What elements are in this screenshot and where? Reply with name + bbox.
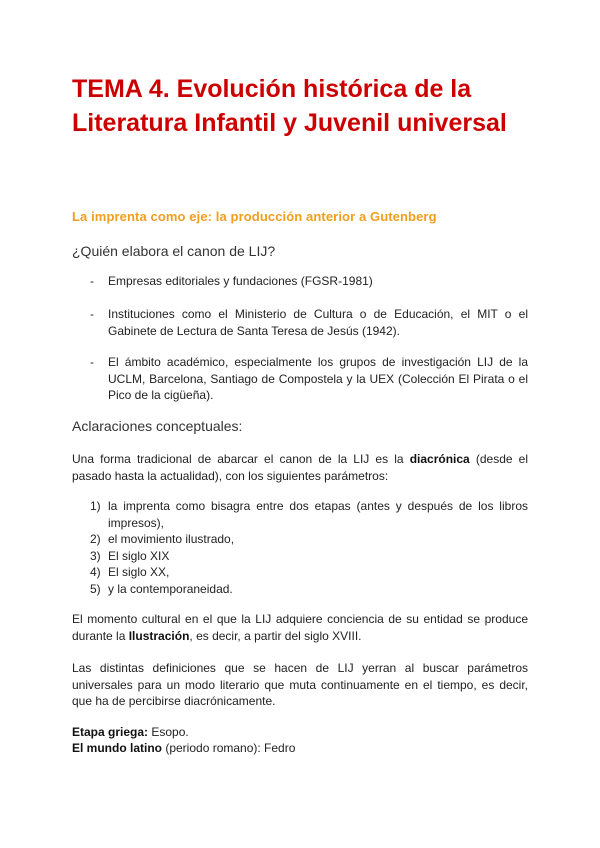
paragraph-definiciones: Las distintas definiciones que se hacen de LIJ yerran al buscar parámetros universales para un modo literario que muta continuamente en el tiempo, es decir, que ha de percibirse diacrónicamente. xyxy=(72,661,528,708)
list-item xyxy=(72,548,528,565)
etapa-griega-line xyxy=(72,724,189,740)
era-label: Etapa griega: xyxy=(72,725,149,739)
list-item-text: El siglo XX, xyxy=(108,565,170,579)
list-dash: - xyxy=(90,274,94,288)
era-value: Esopo. xyxy=(148,725,189,739)
question-text: ¿Quién elabora el canon de LIJ? xyxy=(72,243,276,259)
list-number: 1) xyxy=(90,499,101,513)
list-item xyxy=(72,498,528,531)
list-item xyxy=(72,581,528,598)
list-item-text: el movimiento ilustrado, xyxy=(108,532,235,546)
list-item-text: y la contemporaneidad. xyxy=(108,581,233,596)
list-number: 3) xyxy=(90,548,101,563)
aclaraciones-heading: Aclaraciones conceptuales: xyxy=(72,418,243,434)
list-item xyxy=(72,306,528,339)
mundo-latino-line xyxy=(72,740,295,756)
parameters-list xyxy=(72,498,528,597)
list-item-text: El ámbito académico, especialmente los grupos de investigación LIJ de la UCLM, Barcelona, Santiago de Compostela y la UEX (Colección El Pirata o el Pico de la cigüeña). xyxy=(108,355,528,402)
list-number: 4) xyxy=(90,565,101,579)
list-item xyxy=(72,354,528,404)
list-item-text: la imprenta como bisagra entre dos etapas (antes y después de los libros impresos), xyxy=(108,499,528,530)
list-item-text: El siglo XIX xyxy=(108,548,170,563)
paragraph-text: Una forma tradicional de abarcar el canon de la LIJ es la xyxy=(72,452,410,466)
paragraph-text: (desde el pasado hasta la actualidad), con los siguientes parámetros: xyxy=(72,452,529,483)
list-number: 2) xyxy=(90,532,101,546)
section-subtitle: La imprenta como eje: la producción anterior a Gutenberg xyxy=(72,209,437,224)
era-value: (periodo romano): Fedro xyxy=(162,741,296,755)
list-item-text: Empresas editoriales y fundaciones (FGSR-1981) xyxy=(108,274,373,288)
paragraph-text: , es decir, a partir del siglo XVIII. xyxy=(189,628,362,643)
list-dash: - xyxy=(90,355,94,369)
list-item xyxy=(72,531,528,548)
list-item-text: Instituciones como el Ministerio de Cultura o de Educación, el MIT o el Gabinete de Lectura de Santa Teresa de Jesús (1942). xyxy=(108,307,528,338)
bold-term: diacrónica xyxy=(409,452,470,466)
list-dash: - xyxy=(90,307,94,321)
era-label: El mundo latino xyxy=(72,741,162,755)
paragraph-diacronica xyxy=(72,451,528,484)
paragraph-text: El momento cultural en el que la LIJ adquiere conciencia de su entidad se produce durante la xyxy=(72,612,528,643)
paragraph-ilustracion xyxy=(72,611,528,644)
list-item xyxy=(72,564,528,581)
bold-term: Ilustración xyxy=(128,628,190,643)
list-number: 5) xyxy=(90,581,101,596)
list-item xyxy=(72,273,528,290)
page-title: TEMA 4. Evolución histórica de la Literatura Infantil y Juvenil universal xyxy=(72,75,507,137)
